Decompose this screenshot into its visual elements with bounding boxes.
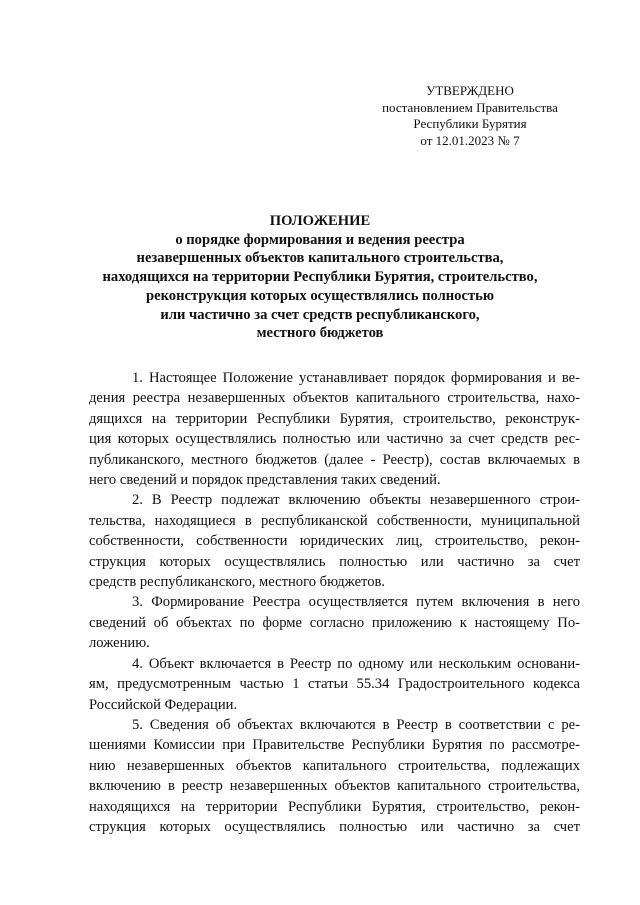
title-heading: ПОЛОЖЕНИЕ [269, 213, 371, 229]
paragraph-line: включению в реестр незавершенных объектов капитального строительства, [89, 778, 580, 795]
title-line: незавершенных объектов капитального строительства, [136, 250, 504, 267]
approval-stamp [350, 83, 590, 149]
paragraph-line: Российской Федерации. [89, 696, 238, 713]
paragraph-line: сведений об объектах по форме согласно приложению к настоящему По- [89, 614, 580, 631]
title-line: местного бюджетов [256, 325, 384, 342]
paragraph-line: находящихся на территории Республики Бурятия, строительство, рекон- [89, 798, 580, 815]
paragraph-line: 4. Объект включается в Реестр по одному или нескольким основани- [132, 655, 580, 672]
paragraph-1 [89, 368, 580, 490]
paragraph-line: струкция которых осуществлялись полностью или частично за счет [89, 553, 580, 570]
paragraph-3 [89, 592, 580, 653]
approval-line: постановлением Правительства [382, 99, 558, 115]
paragraph-line: 1. Настоящее Положение устанавливает порядок формирования и ве- [132, 370, 580, 386]
paragraph-2 [89, 490, 580, 592]
paragraph-line: ям, предусмотренным частью 1 статьи 55.34 Градостроительного кодекса [89, 676, 580, 693]
title-line: реконструкция которых осуществлялись полностью [145, 287, 494, 304]
approval-line: УТВЕРЖДЕНО [426, 83, 514, 98]
paragraph-line: дения реестра незавершенных объектов капитального строительства, нахо- [89, 390, 580, 407]
paragraph-line: ция которых осуществлялись полностью или частично за счет средств рес- [89, 431, 580, 448]
paragraph-line: 2. В Реестр подлежат включению объекты незавершенного строи- [132, 492, 580, 509]
paragraph-line: нию незавершенных объектов капитального строительства, подлежащих [89, 757, 580, 774]
title-line: находящихся на территории Республики Бурятия, строительство, [102, 269, 538, 286]
paragraph-line: ложению. [89, 635, 150, 652]
approval-line: Республики Бурятия [413, 116, 527, 131]
paragraph-line: дящихся на территории Республики Бурятия, строительство, реконструк- [89, 410, 580, 427]
approval-line: от 12.01.2023 № 7 [420, 132, 520, 148]
paragraph-line: тельства, находящиеся в республиканской собственности, муниципальной [89, 512, 580, 529]
paragraph-line: средств республиканского, местного бюджетов. [89, 574, 386, 591]
paragraph-5 [89, 715, 580, 837]
paragraph-line: публиканского, местного бюджетов (далее - Реестр), состав включаемых в [89, 451, 580, 468]
paragraph-line: струкция которых осуществлялись полностью или частично за счет [89, 818, 580, 835]
paragraph-line: шениями Комиссии при Правительстве Республики Бурятия по рассмотре- [89, 737, 580, 754]
document-body [89, 368, 580, 837]
paragraph-line: 5. Сведения об объектах включаются в Реестр в соответствии с ре- [132, 716, 580, 733]
paragraph-line: него сведений и порядок представления таких сведений. [89, 472, 441, 489]
title-line: о порядке формирования и ведения реестра [175, 231, 465, 248]
paragraph-line: собственности, собственности юридических лиц, строительство, рекон- [89, 533, 580, 550]
title-line: или частично за счет средств республиканского, [160, 306, 480, 323]
paragraph-line: 3. Формирование Реестра осуществляется путем включения в него [132, 594, 580, 611]
paragraph-4 [89, 654, 580, 715]
document-title [60, 212, 580, 343]
